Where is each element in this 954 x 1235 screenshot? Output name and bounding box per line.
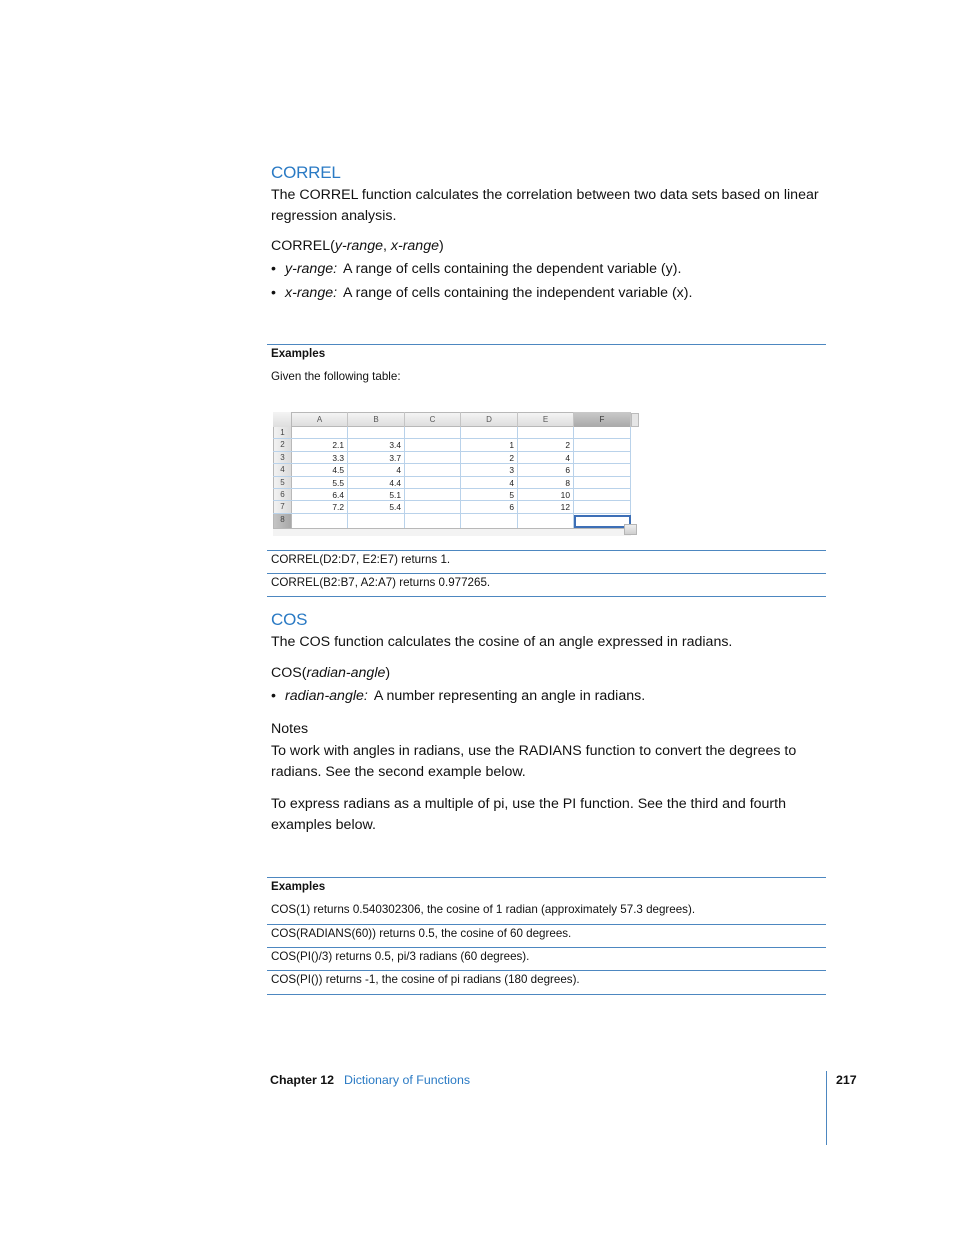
result-rule bbox=[267, 596, 826, 597]
example-spreadsheet bbox=[273, 412, 640, 537]
cos-notes-heading: Notes bbox=[271, 721, 309, 737]
sheet-bottom-edge bbox=[273, 528, 631, 536]
row-header[interactable]: 4 bbox=[273, 464, 292, 475]
cell[interactable]: 2.1 bbox=[292, 439, 348, 450]
section-rule bbox=[267, 344, 826, 345]
cell[interactable] bbox=[405, 427, 461, 438]
cell[interactable]: 3.3 bbox=[292, 452, 348, 463]
result-rule bbox=[267, 573, 826, 574]
footer-chapter: Chapter 12 bbox=[270, 1073, 335, 1087]
cos-syntax bbox=[271, 665, 390, 681]
correl-result: CORREL(D2:D7, E2:E7) returns 1. bbox=[271, 553, 451, 566]
syntax-paren-close: ) bbox=[438, 238, 444, 254]
row-header[interactable]: 2 bbox=[273, 439, 292, 450]
table-row bbox=[273, 439, 631, 451]
correl-syntax bbox=[271, 238, 444, 254]
cos-arg-item bbox=[271, 688, 645, 704]
correl-result: CORREL(B2:B7, A2:A7) returns 0.977265. bbox=[271, 576, 491, 589]
cell[interactable]: 2 bbox=[461, 452, 518, 463]
cell[interactable]: 8 bbox=[518, 477, 574, 488]
cell[interactable] bbox=[405, 514, 461, 528]
cell[interactable] bbox=[405, 439, 461, 450]
cell[interactable]: 3.4 bbox=[348, 439, 405, 450]
cos-description: The COS function calculates the cosine of an angle expressed in radians. bbox=[271, 634, 733, 650]
cell[interactable]: 12 bbox=[518, 501, 574, 512]
cell[interactable]: 1 bbox=[461, 439, 518, 450]
cos-note: To express radians as a multiple of pi, use the PI function. See the third and fourth examples below. bbox=[271, 796, 786, 833]
result-rule bbox=[267, 970, 826, 971]
cell[interactable]: 3.7 bbox=[348, 452, 405, 463]
cell[interactable] bbox=[574, 477, 631, 488]
cell[interactable] bbox=[461, 427, 518, 438]
cell[interactable]: 4 bbox=[518, 452, 574, 463]
table-row bbox=[273, 464, 631, 476]
cell[interactable] bbox=[348, 427, 405, 438]
arg-text: A number representing an angle in radians. bbox=[373, 688, 646, 704]
syntax-paren-close: ) bbox=[385, 665, 391, 681]
resize-handle[interactable] bbox=[624, 524, 637, 535]
footer-chapter-title[interactable]: Dictionary of Functions bbox=[344, 1073, 471, 1087]
correl-description: The CORREL function calculates the correlation between two data sets based on linear regression analysis. bbox=[271, 187, 819, 224]
column-header-a[interactable]: A bbox=[292, 412, 348, 427]
cell[interactable] bbox=[574, 501, 631, 512]
table-row bbox=[273, 501, 631, 513]
cell[interactable]: 6.4 bbox=[292, 489, 348, 500]
cell[interactable] bbox=[405, 464, 461, 475]
cos-examples-label: Examples bbox=[271, 880, 326, 893]
correl-examples-label: Examples bbox=[271, 347, 326, 360]
table-row bbox=[273, 477, 631, 489]
cell[interactable]: 3 bbox=[461, 464, 518, 475]
cos-result: COS(PI()) returns -1, the cosine of pi radians (180 degrees). bbox=[271, 973, 580, 986]
cell[interactable] bbox=[574, 452, 631, 463]
cell[interactable]: 5.5 bbox=[292, 477, 348, 488]
cell[interactable] bbox=[405, 452, 461, 463]
cell[interactable]: 5 bbox=[461, 489, 518, 500]
cell[interactable] bbox=[348, 514, 405, 528]
result-rule bbox=[267, 550, 826, 551]
column-header-f[interactable]: F bbox=[574, 412, 631, 427]
arg-term: x-range: bbox=[285, 285, 338, 301]
column-header-c[interactable]: C bbox=[405, 412, 461, 427]
cell[interactable] bbox=[518, 427, 574, 438]
row-header[interactable]: 6 bbox=[273, 489, 292, 500]
column-header-d[interactable]: D bbox=[461, 412, 518, 427]
arg-term: y-range: bbox=[285, 261, 338, 277]
row-header[interactable]: 5 bbox=[273, 477, 292, 488]
cell[interactable]: 4 bbox=[348, 464, 405, 475]
cell[interactable]: 6 bbox=[461, 501, 518, 512]
column-header-e[interactable]: E bbox=[518, 412, 574, 427]
table-row bbox=[273, 427, 631, 439]
cell[interactable] bbox=[405, 477, 461, 488]
cos-result: COS(PI()/3) returns 0.5, pi/3 radians (60 degrees). bbox=[271, 950, 530, 963]
scrollbar-top[interactable] bbox=[631, 413, 639, 427]
correl-syntax-arg-x: x-range bbox=[390, 238, 439, 254]
bullet: • bbox=[271, 261, 276, 277]
result-rule bbox=[267, 924, 826, 925]
selected-cell[interactable] bbox=[574, 515, 631, 528]
cos-result: COS(1) returns 0.540302306, the cosine of 1 radian (approximately 57.3 degrees). bbox=[271, 903, 696, 916]
page-number: 217 bbox=[836, 1073, 857, 1087]
cell[interactable] bbox=[405, 489, 461, 500]
cell[interactable]: 10 bbox=[518, 489, 574, 500]
cos-result: COS(RADIANS(60)) returns 0.5, the cosine of 60 degrees. bbox=[271, 927, 572, 940]
cos-syntax-name: COS bbox=[271, 665, 302, 681]
row-header[interactable]: 3 bbox=[273, 452, 292, 463]
table-row bbox=[273, 452, 631, 464]
cell[interactable] bbox=[518, 514, 574, 528]
correl-syntax-arg-y: y-range bbox=[334, 238, 383, 254]
cell[interactable] bbox=[574, 464, 631, 475]
cell[interactable]: 6 bbox=[518, 464, 574, 475]
arg-term: radian-angle: bbox=[285, 688, 368, 704]
cell[interactable] bbox=[405, 501, 461, 512]
cell[interactable]: 4 bbox=[461, 477, 518, 488]
cos-syntax-arg: radian-angle bbox=[306, 665, 386, 681]
row-header[interactable]: 7 bbox=[273, 501, 292, 512]
arg-text: A range of cells containing the dependent variable (y). bbox=[343, 261, 682, 277]
syntax-paren-open: ( bbox=[301, 665, 307, 681]
table-row bbox=[273, 489, 631, 501]
cell[interactable] bbox=[574, 489, 631, 500]
sheet-corner bbox=[273, 412, 292, 427]
cell[interactable] bbox=[292, 514, 348, 528]
correl-heading: CORREL bbox=[271, 163, 341, 182]
bullet: • bbox=[271, 688, 276, 704]
syntax-paren-open: ( bbox=[330, 238, 335, 254]
cell[interactable]: 7.2 bbox=[292, 501, 348, 512]
correl-arg-item bbox=[271, 261, 681, 277]
result-rule bbox=[267, 947, 826, 948]
cell[interactable] bbox=[574, 427, 631, 438]
section-rule bbox=[267, 877, 826, 878]
cell[interactable]: 2 bbox=[518, 439, 574, 450]
syntax-separator: , bbox=[382, 238, 391, 254]
cell[interactable] bbox=[292, 427, 348, 438]
cos-heading: COS bbox=[271, 610, 308, 629]
cell[interactable] bbox=[461, 514, 518, 528]
correl-arg-item bbox=[271, 285, 692, 301]
cell[interactable]: 5.1 bbox=[348, 489, 405, 500]
cell[interactable]: 4.4 bbox=[348, 477, 405, 488]
result-rule bbox=[267, 994, 826, 995]
row-header[interactable]: 8 bbox=[273, 514, 292, 528]
row-header[interactable]: 1 bbox=[273, 427, 292, 438]
cell[interactable]: 5.4 bbox=[348, 501, 405, 512]
arg-text: A range of cells containing the independent variable (x). bbox=[343, 285, 693, 301]
column-header-b[interactable]: B bbox=[348, 412, 405, 427]
footer-divider bbox=[826, 1071, 827, 1145]
cos-note: To work with angles in radians, use the RADIANS function to convert the degrees to radians. See the second example below. bbox=[271, 743, 797, 780]
correl-examples-intro: Given the following table: bbox=[271, 370, 401, 383]
bullet: • bbox=[271, 285, 276, 301]
cell[interactable]: 4.5 bbox=[292, 464, 348, 475]
cell[interactable] bbox=[574, 439, 631, 450]
correl-syntax-name: CORREL bbox=[271, 238, 331, 254]
